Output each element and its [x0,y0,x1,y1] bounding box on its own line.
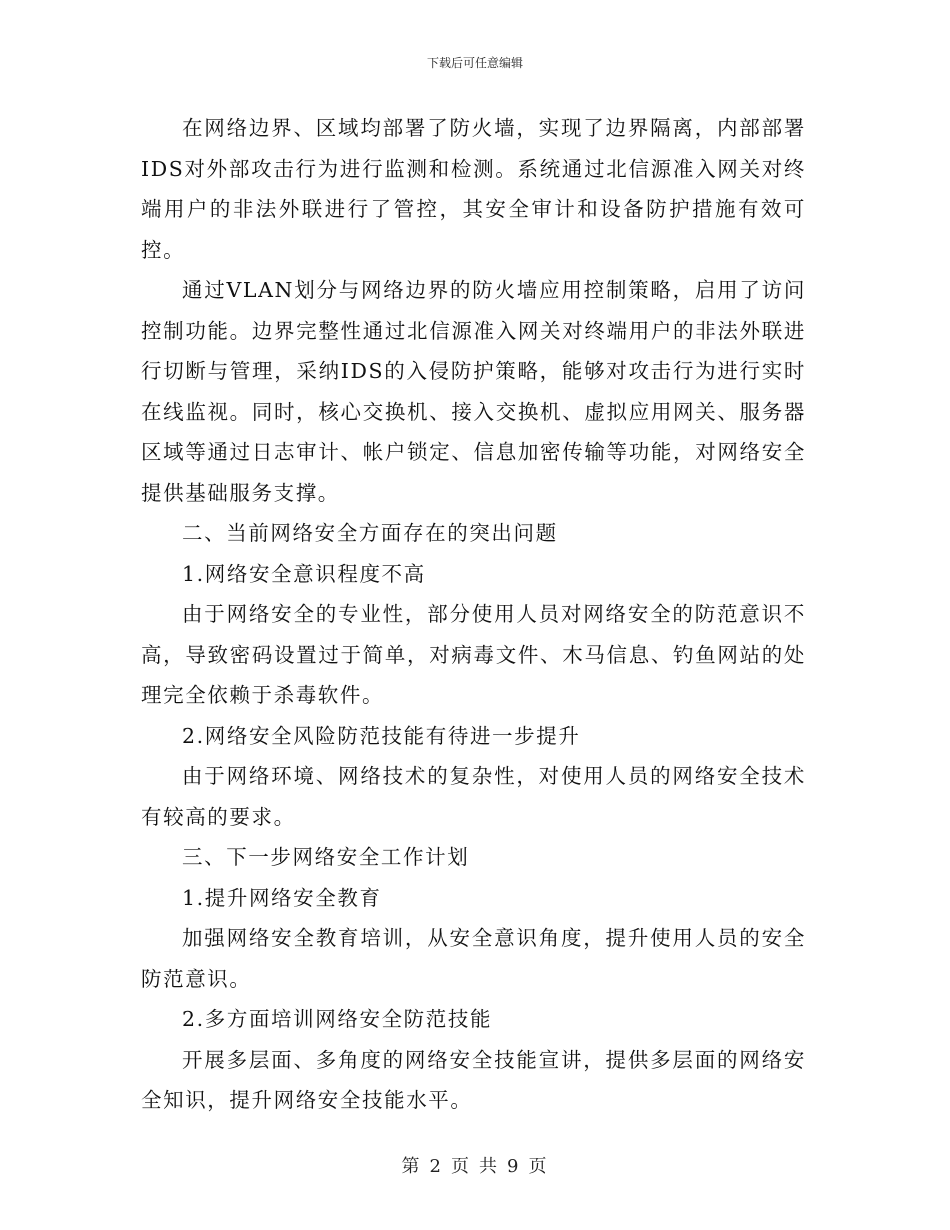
paragraph-risk-skills: 由于网络环境、网络技术的复杂性，对使用人员的网络安全技术有较高的要求。 [141,764,806,829]
paragraph-awareness: 由于网络安全的专业性，部分使用人员对网络安全的防范意识不高，导致密码设置过于简单，对病毒文件、木马信息、钓鱼网站的处理完全依赖于杀毒软件。 [141,602,806,707]
paragraph-education: 加强网络安全教育培训，从安全意识角度，提升使用人员的安全防范意识。 [141,926,806,991]
subheading-risk-skills: 2.网络安全风险防范技能有待进一步提升 [182,723,581,748]
footer-current-page: 2 [429,1156,443,1177]
section-heading-problems: 二、当前网络安全方面存在的突出问题 [182,521,558,545]
footer-total-word: 共 [479,1156,499,1177]
page-header: 下载后可任意编辑 [426,56,523,70]
footer-suffix: 页 [528,1156,549,1177]
paragraph-training: 开展多层面、多角度的网络安全技能宣讲，提供多层面的网络安全知识，提升网络安全技能水平。 [141,1047,806,1112]
subheading-awareness: 1.网络安全意识程度不高 [182,561,426,586]
page-footer [0,1152,950,1178]
document-body [141,108,806,1121]
subheading-education: 1.提升网络安全教育 [182,885,382,910]
subheading-training: 2.多方面培训网络安全防范技能 [182,1007,493,1031]
paragraph-boundary-protection: 在网络边界、区域均部署了防火墙，实现了边界隔离，内部部署IDS对外部攻击行为进行监测和检测。系统通过北信源准入网关对终端用户的非法外联进行了管控，其安全审计和设备防护措施有效可控。 [141,116,806,262]
paragraph-vlan-access-control: 通过VLAN划分与网络边界的防火墙应用控制策略，启用了访问控制功能。边界完整性通过北信源准入网关对终端用户的非法外联进行切断与管理，采纳IDS的入侵防护策略，能够对攻击行为进行实时在线监视。同时，核心交换机、接入交换机、虚拟应用网关、服务器区域等通过日志审计、帐户锁定、信息加密传输等功能，对网络安全提供基础服务支撑。 [141,278,806,505]
footer-prefix: 第 [401,1156,422,1177]
footer-page-word: 页 [451,1156,471,1177]
section-heading-plan: 三、下一步网络安全工作计划 [182,845,470,869]
footer-total-pages: 9 [507,1156,521,1177]
